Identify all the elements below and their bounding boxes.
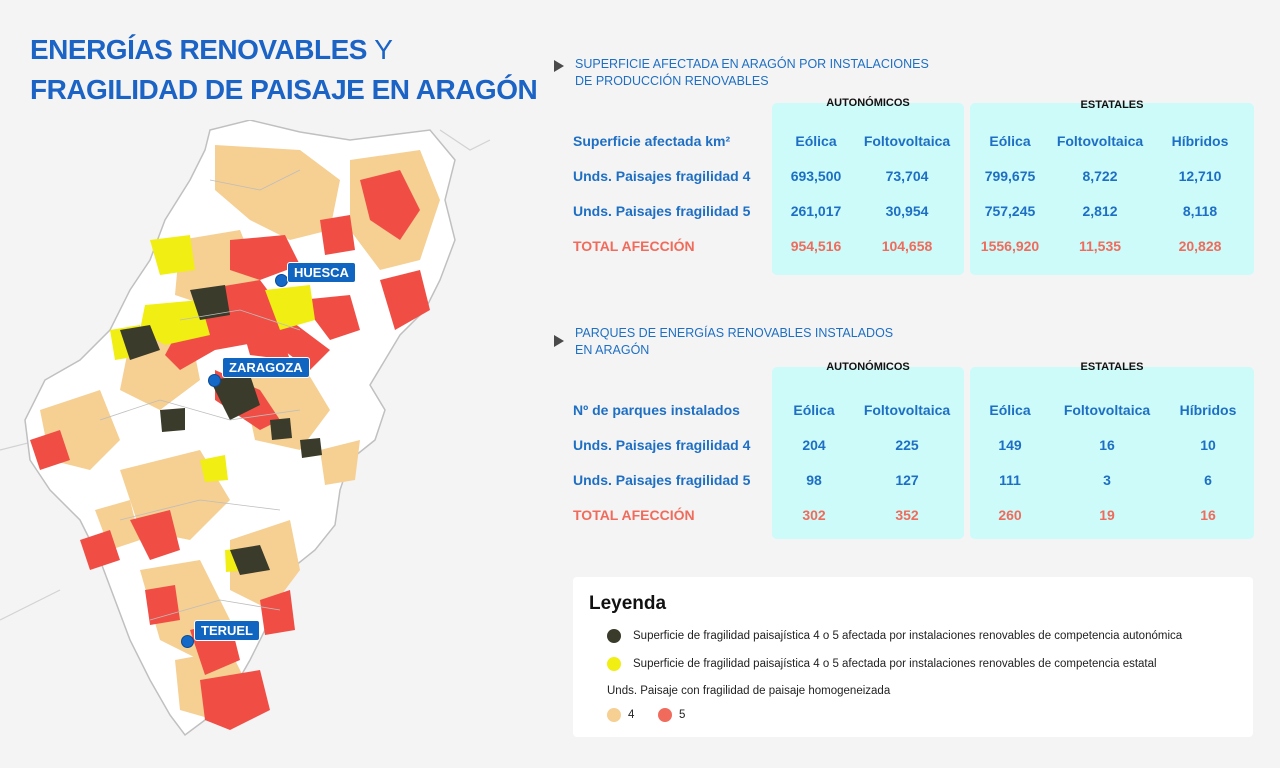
map-canvas [0, 120, 540, 750]
table-cell: 261,017 [790, 203, 842, 219]
table-cell-total: 16 [1200, 507, 1216, 523]
table-cell: 204 [802, 437, 826, 453]
dark-dot-icon [607, 629, 621, 643]
table-cell: 8,722 [1082, 168, 1118, 184]
section2-col-header: Foltovoltaica [1063, 402, 1151, 418]
title-conjunction: Y [374, 34, 393, 65]
section1-col-header: Híbridos [1171, 133, 1229, 149]
city-label-huesca[interactable]: HUESCA [287, 262, 356, 283]
section1-row-label: Unds. Paisajes fragilidad 4 [573, 168, 751, 184]
section2-row-label: Unds. Paisajes fragilidad 5 [573, 472, 751, 488]
legend-item-autonomic-text: Superficie de fragilidad paisajística 4 o 5 afectada por instalaciones renovables de competencia autonómica [633, 630, 1183, 642]
table-cell-total: 19 [1099, 507, 1115, 523]
section2-header-label: Nº de parques instalados [573, 402, 740, 418]
table-cell-total: 104,658 [881, 238, 933, 254]
section1-group-autonomic: AUTONÓMICOS [826, 97, 910, 109]
table-cell: 693,500 [790, 168, 842, 184]
table-cell: 98 [806, 472, 822, 488]
table-cell: 3 [1103, 472, 1111, 488]
section2-heading [554, 325, 893, 359]
table-cell-total: 352 [895, 507, 919, 523]
teruel-marker-icon[interactable] [181, 635, 194, 648]
table-cell: 16 [1099, 437, 1115, 453]
beige-dot-icon [607, 708, 621, 722]
section1-heading-line2: DE PRODUCCIÓN RENOVABLES [575, 74, 769, 88]
table-cell: 111 [999, 472, 1021, 488]
yellow-dot-icon [607, 657, 621, 671]
table-cell: 757,245 [984, 203, 1036, 219]
table-cell-total: 302 [802, 507, 826, 523]
legend-title: Leyenda [589, 593, 667, 614]
title-line1: ENERGÍAS RENOVABLES [30, 34, 367, 65]
section1-heading-line1: SUPERFICIE AFECTADA EN ARAGÓN POR INSTALACIONES [575, 57, 929, 71]
section2-total-label: TOTAL AFECCIÓN [573, 507, 695, 523]
section2-heading-line1: PARQUES DE ENERGÍAS RENOVABLES INSTALADOS [575, 326, 894, 340]
table-cell-total: 954,516 [790, 238, 842, 254]
legend-item-autonomic [607, 629, 1182, 643]
table-cell: 8,118 [1182, 203, 1218, 219]
legend-subtitle: Unds. Paisaje con fragilidad de paisaje homogeneizada [607, 685, 891, 697]
zaragoza-marker-icon[interactable] [208, 374, 221, 387]
section1-col-header: Foltovoltaica [863, 133, 951, 149]
legend-level-4 [607, 708, 634, 722]
legend-item-state-text: Superficie de fragilidad paisajística 4 o 5 afectada por instalaciones renovables de competencia estatal [633, 658, 1157, 670]
section2-row-label: Unds. Paisajes fragilidad 4 [573, 437, 751, 453]
legend-item-state [607, 657, 1157, 671]
section2-group-autonomic: AUTONÓMICOS [826, 361, 910, 373]
section1-heading [554, 56, 929, 90]
city-label-teruel[interactable]: TERUEL [194, 620, 260, 641]
section2-heading-line2: EN ARAGÓN [575, 343, 650, 357]
table-cell: 73,704 [885, 168, 929, 184]
table-cell: 127 [895, 472, 919, 488]
section2-group-state: ESTATALES [1080, 361, 1144, 373]
table-cell-total: 1556,920 [980, 238, 1040, 254]
legend [573, 577, 1253, 737]
legend-level-5 [658, 708, 685, 722]
table-cell: 6 [1204, 472, 1212, 488]
aragon-map[interactable] [0, 120, 540, 750]
section2-col-header: Híbridos [1179, 402, 1237, 418]
title-line2: FRAGILIDAD DE PAISAJE EN ARAGÓN [30, 74, 538, 105]
city-label-zaragoza[interactable]: ZARAGOZA [222, 357, 310, 378]
section1-col-header: Eólica [795, 133, 837, 149]
table-cell: 10 [1200, 437, 1216, 453]
legend-level-5-text: 5 [679, 709, 686, 721]
section1-header-label: Superficie afectada km² [573, 133, 731, 149]
legend-level-4-text: 4 [628, 709, 635, 721]
table-cell-total: 11,535 [1078, 238, 1122, 254]
section1-col-header: Eólica [989, 133, 1031, 149]
section2-col-header: Foltovoltaica [863, 402, 951, 418]
section2-col-header: Eólica [989, 402, 1031, 418]
table-cell: 30,954 [885, 203, 929, 219]
section1-group-state: ESTATALES [1080, 99, 1144, 111]
section2-col-header: Eólica [793, 402, 835, 418]
page-title [30, 30, 537, 110]
table-cell-total: 260 [998, 507, 1022, 523]
section1-total-label: TOTAL AFECCIÓN [573, 238, 695, 254]
table-cell: 12,710 [1178, 168, 1222, 184]
section1-col-header: Foltovoltaica [1056, 133, 1144, 149]
table-cell: 2,812 [1082, 203, 1118, 219]
play-triangle-icon [554, 60, 564, 72]
section1-row-label: Unds. Paisajes fragilidad 5 [573, 203, 751, 219]
play-triangle-icon [554, 335, 564, 347]
table-cell: 225 [895, 437, 919, 453]
table-cell: 149 [998, 437, 1022, 453]
table-cell-total: 20,828 [1178, 238, 1222, 254]
table-cell: 799,675 [984, 168, 1036, 184]
red-dot-icon [658, 708, 672, 722]
